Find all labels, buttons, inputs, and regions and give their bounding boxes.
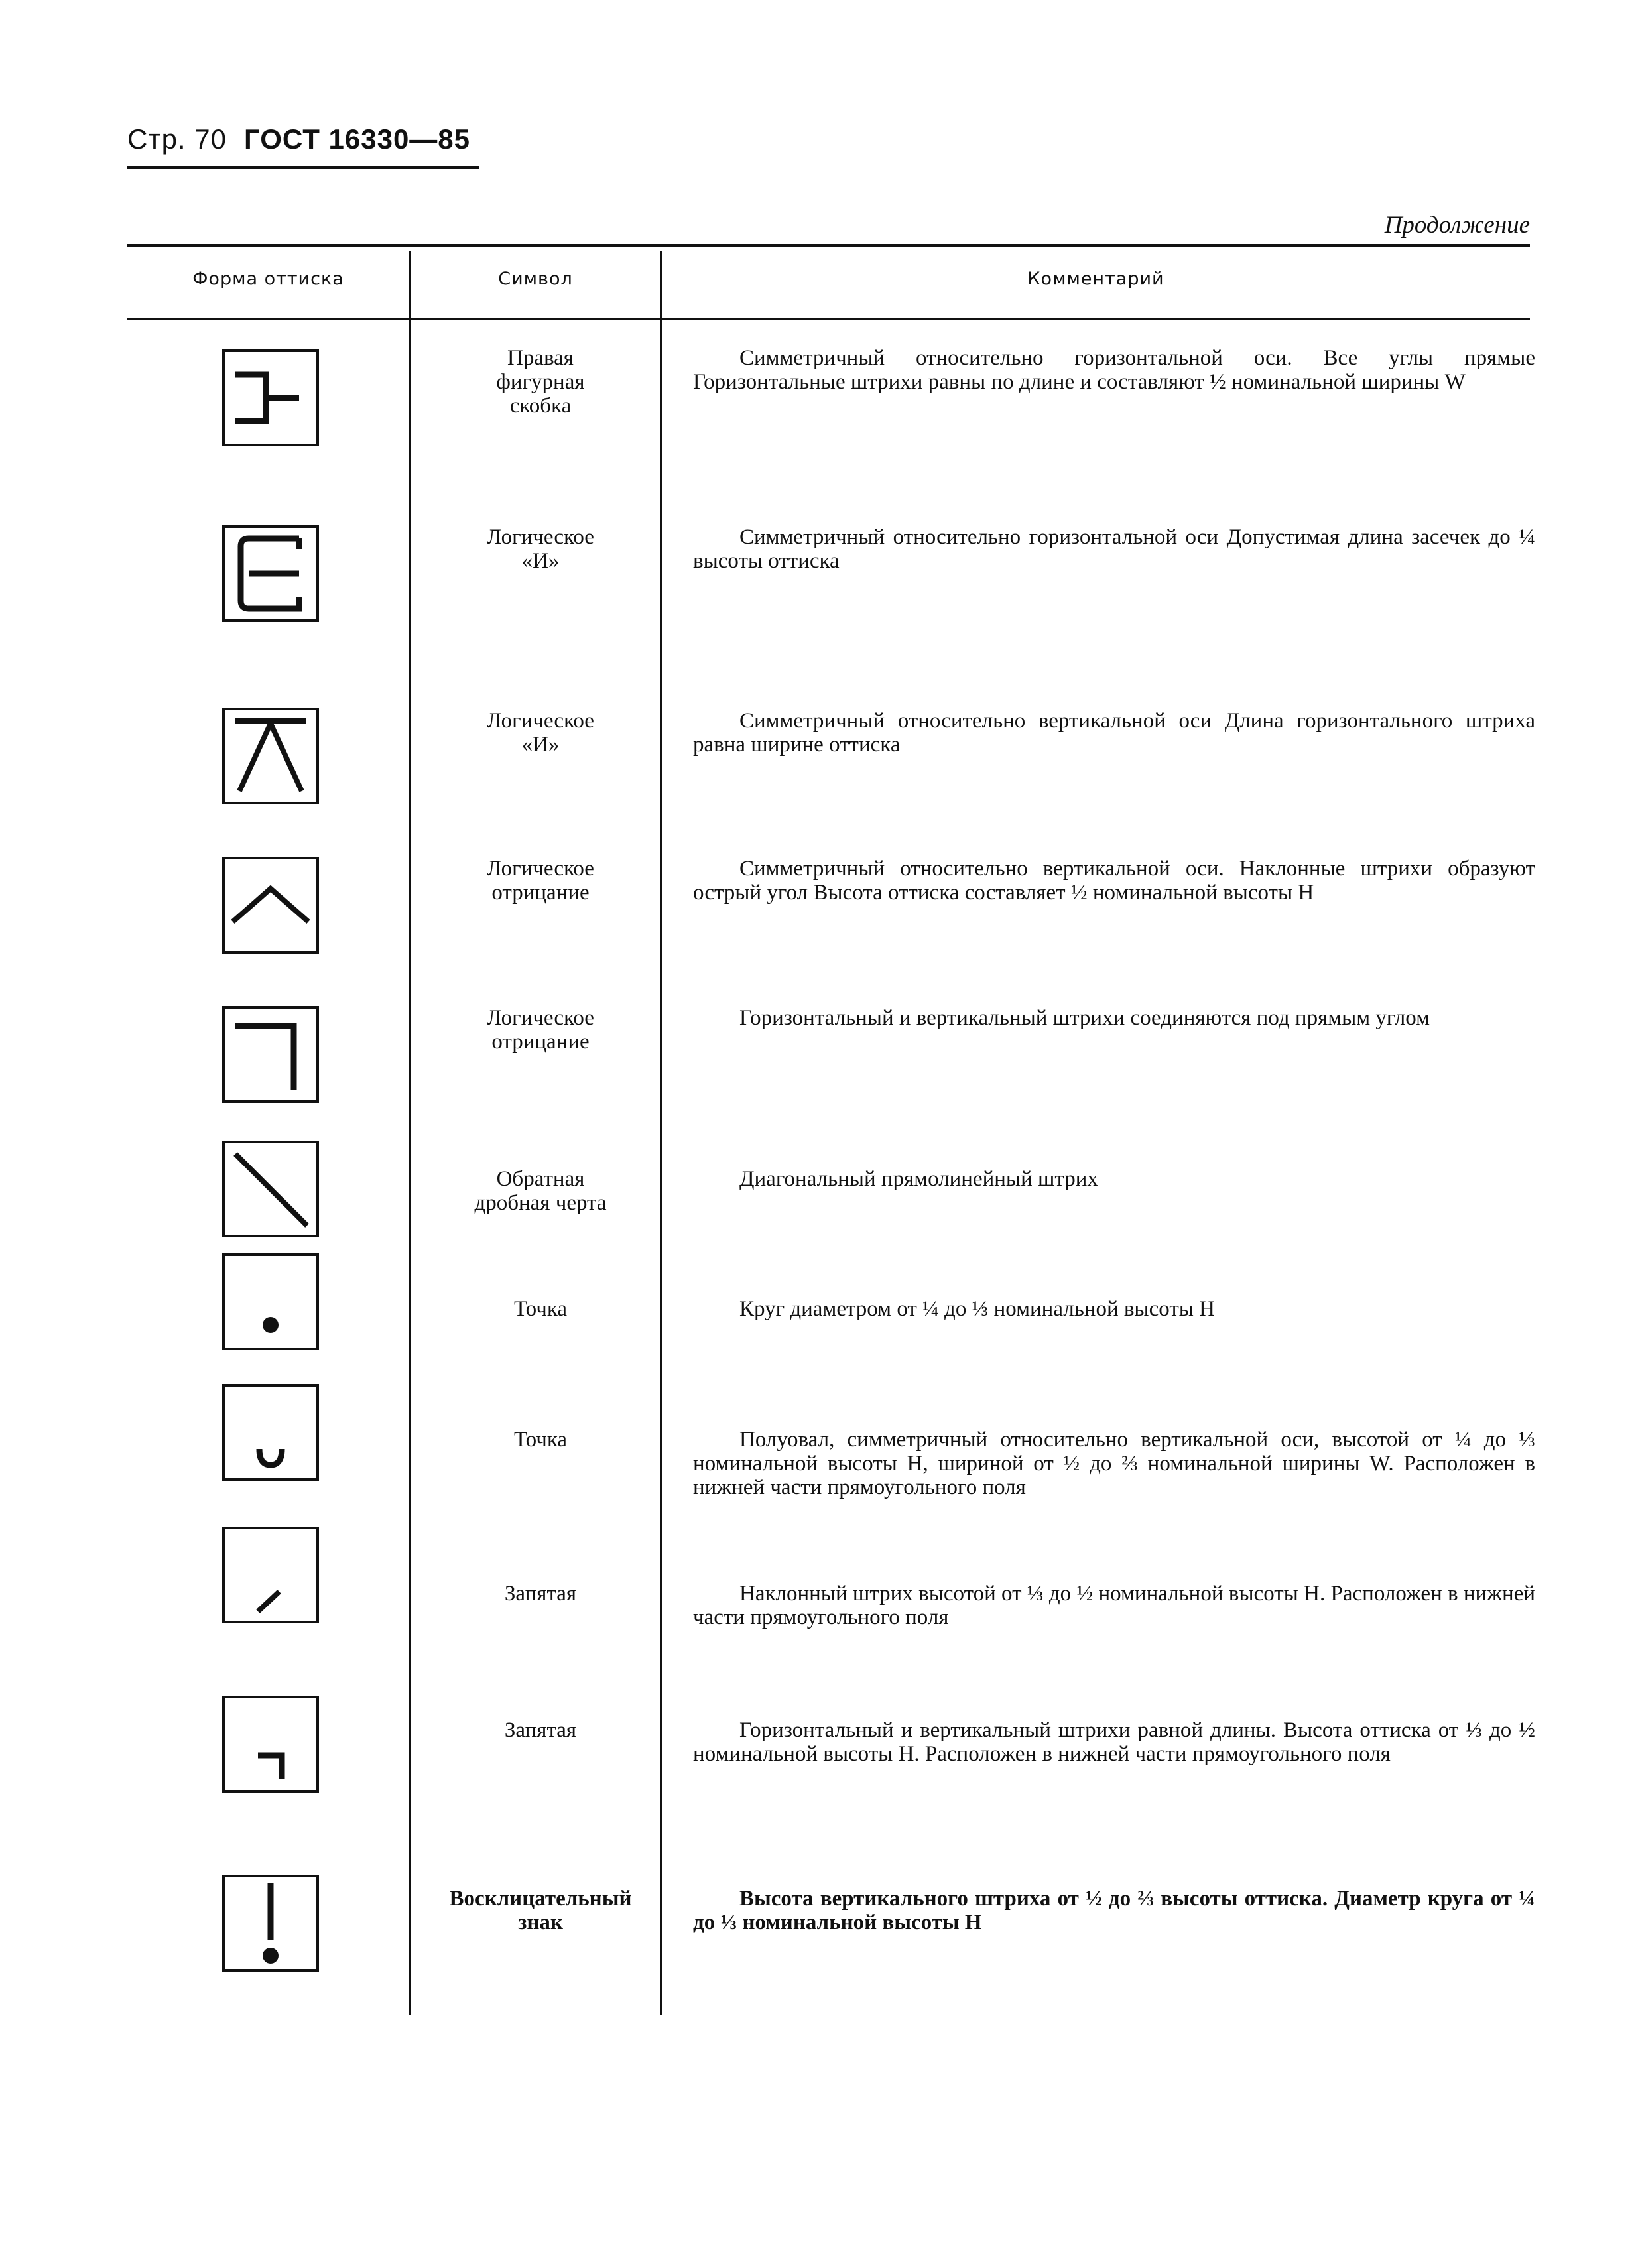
column-header-symbol: Символ	[498, 269, 573, 289]
comment-text: Горизонтальный и вертикальный штрихи соединяются под прямым углом	[739, 1006, 1430, 1030]
page-number: Стр. 70	[127, 123, 227, 155]
symbol-name: Логическое отрицание	[487, 857, 594, 905]
comment-text: Симметричный относительно горизонтальной оси. Все углы прямые Горизонтальные штрихи равны по длине и составляют ½ номинальной ширины W	[693, 346, 1535, 394]
comment-text: Симметричный относительно вертикальной оси Длина горизонтального штриха равна ширине оттиска	[693, 709, 1535, 757]
comment-text: Высота вертикального штриха от ½ до ⅔ высоты оттиска. Диаметр круга от ¼ до ⅓ номинальной высоты H	[693, 1887, 1535, 1934]
right-curly-brace-glyph-icon	[221, 348, 320, 448]
comment-text: Симметричный относительно горизонтальной оси Допустимая длина засечек до ¼ высоты оттиска	[693, 525, 1535, 573]
symbol-name: Запятая	[504, 1582, 577, 1606]
symbol-name: Точка	[513, 1428, 568, 1452]
symbol-name: Логическое «И»	[487, 525, 594, 573]
dot-circle-glyph-icon	[221, 1252, 320, 1352]
logical-and-vertical-glyph-icon	[221, 706, 320, 806]
symbol-name: Запятая	[504, 1718, 577, 1742]
symbol-name: Логическое «И»	[487, 709, 594, 757]
comma-slash-glyph-icon	[221, 1525, 320, 1625]
table-top-rule	[127, 244, 1530, 247]
comment-text: Симметричный относительно вертикальной оси. Наклонные штрихи образуют острый угол Высота оттиска составляет ½ номинальной высоты H	[693, 857, 1535, 905]
backslash-glyph-icon	[221, 1139, 320, 1239]
comment-text: Круг диаметром от ¼ до ⅓ номинальной высоты H	[739, 1297, 1215, 1321]
dot-half-oval-glyph-icon	[221, 1383, 320, 1482]
symbol-name: Обратная дробная черта	[474, 1167, 607, 1215]
comment-text: Полуовал, симметричный относительно вертикальной оси, высотой от ¼ до ⅓ номинальной высоты H, шириной от ½ до ⅔ номинальной ширины W. Расположен в нижней части прямоугольного поля	[693, 1428, 1535, 1499]
continuation-label: Продолжение	[1384, 212, 1530, 239]
symbol-name: Логическое отрицание	[487, 1006, 594, 1054]
comment-text: Горизонтальный и вертикальный штрихи равной длины. Высота оттиска от ⅓ до ½ номинальной высоты H. Расположен в нижней части прямоугольного поля	[693, 1718, 1535, 1766]
symbol-name: Восклицательный знак	[449, 1887, 632, 1934]
symbol-name: Правая фигурная скобка	[496, 346, 585, 418]
standard-designation: ГОСТ 16330—85	[243, 123, 471, 155]
logical-not-corner-glyph-icon	[221, 1005, 320, 1104]
logical-and-horizontal-glyph-icon	[221, 524, 320, 623]
column-header-form: Форма оттиска	[192, 269, 344, 289]
comment-text: Диагональный прямолинейный штрих	[739, 1167, 1098, 1191]
comment-text: Наклонный штрих высотой от ⅓ до ½ номинальной высоты H. Расположен в нижней части прямоугольного поля	[693, 1582, 1535, 1629]
column-header-comment: Комментарий	[1027, 269, 1164, 289]
column-divider-2	[660, 251, 662, 2015]
exclamation-glyph-icon	[221, 1873, 320, 1973]
header-underline	[127, 166, 479, 169]
comma-corner-glyph-icon	[221, 1694, 320, 1794]
page-header	[127, 123, 470, 155]
symbol-name: Точка	[513, 1297, 568, 1321]
column-divider-1	[409, 251, 411, 2015]
table-header-bottom-rule	[127, 318, 1530, 320]
logical-not-caret-glyph-icon	[221, 855, 320, 955]
